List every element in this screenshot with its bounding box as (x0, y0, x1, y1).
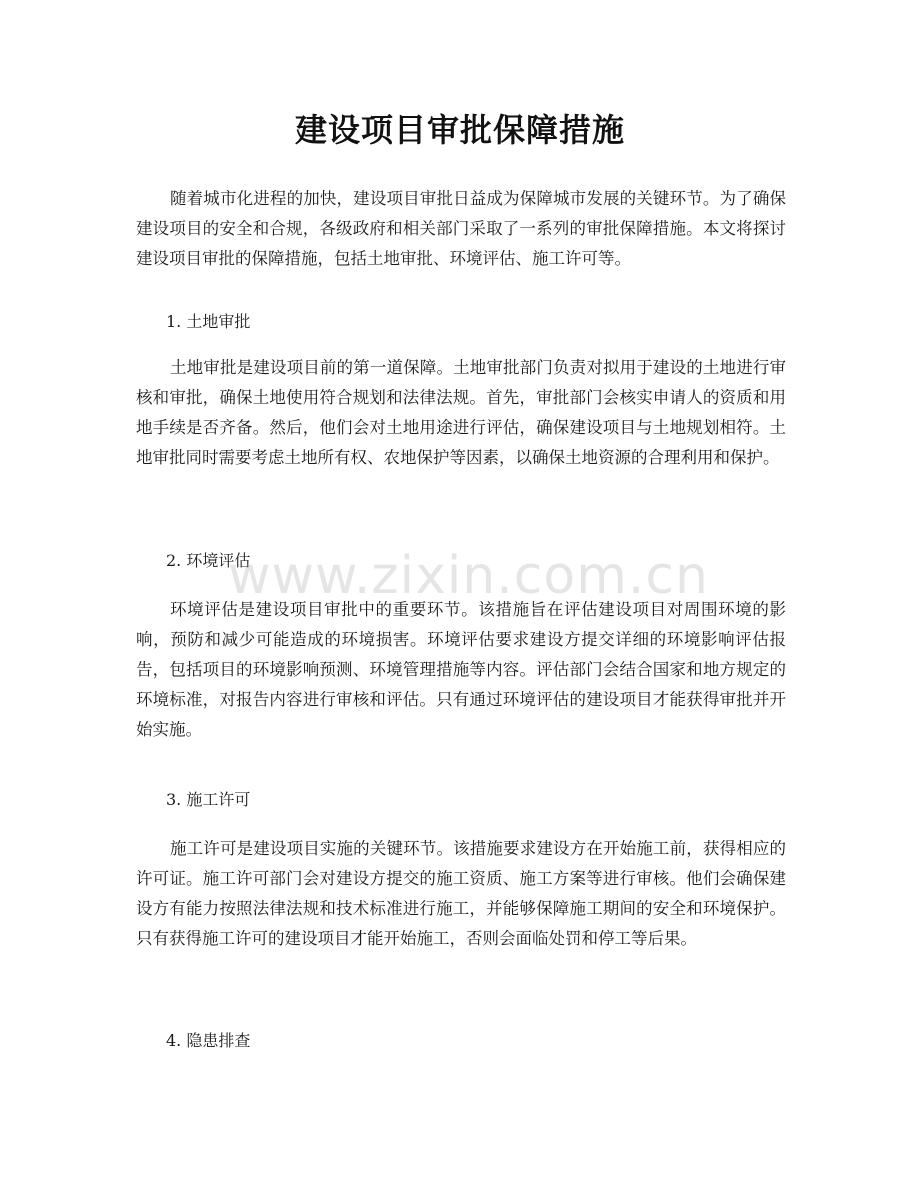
watermark-text: www.zixin.com.cn (228, 546, 709, 606)
section-body-land-approval: 土地审批是建设项目前的第一道保障。土地审批部门负责对拟用于建设的土地进行审核和审批，确保土地使用符合规划和法律法规。首先，审批部门会核实申请人的资质和用地手续是否齐备。然后，他们会对土地用途进行评估，确保建设项目与土地规划相符。土地审批同时需要考虑土地所有权、农地保护等因素，以确保土地资源的合理利用和保护。 (136, 358, 786, 467)
section-body-construction-permit: 施工许可是建设项目实施的关键环节。该措施要求建设方在开始施工前，获得相应的许可证。施工许可部门会对建设方提交的施工资质、施工方案等进行审核。他们会确保建设方有能力按照法律法规和技术标准进行施工，并能够保障施工期间的安全和环境保护。只有获得施工许可的建设项目才能开始施工，否则会面临处罚和停工等后果。 (136, 839, 786, 948)
section-heading-construction-permit: 3. 施工许可 (166, 790, 251, 809)
section-heading-hazard-inspection: 4. 隐患排查 (166, 1031, 251, 1050)
section-heading-environmental-assessment: 2. 环境评估 (166, 551, 251, 570)
section-body-environmental-assessment: 环境评估是建设项目审批中的重要环节。该措施旨在评估建设项目对周围环境的影响，预防和减少可能造成的环境损害。环境评估要求建设方提交详细的环境影响评估报告，包括项目的环境影响预测、环境管理措施等内容。评估部门会结合国家和地方规定的环境标准，对报告内容进行审核和评估。只有通过环境评估的建设项目才能获得审批并开始实施。 (136, 600, 786, 739)
section-heading-land-approval: 1. 土地审批 (166, 312, 251, 331)
document-title: 建设项目审批保障措施 (294, 111, 625, 149)
intro-paragraph: 随着城市化进程的加快，建设项目审批日益成为保障城市发展的关键环节。为了确保建设项目的安全和合规，各级政府和相关部门采取了一系列的审批保障措施。本文将探讨建设项目审批的保障措施，包括土地审批、环境评估、施工许可等。 (136, 189, 786, 268)
